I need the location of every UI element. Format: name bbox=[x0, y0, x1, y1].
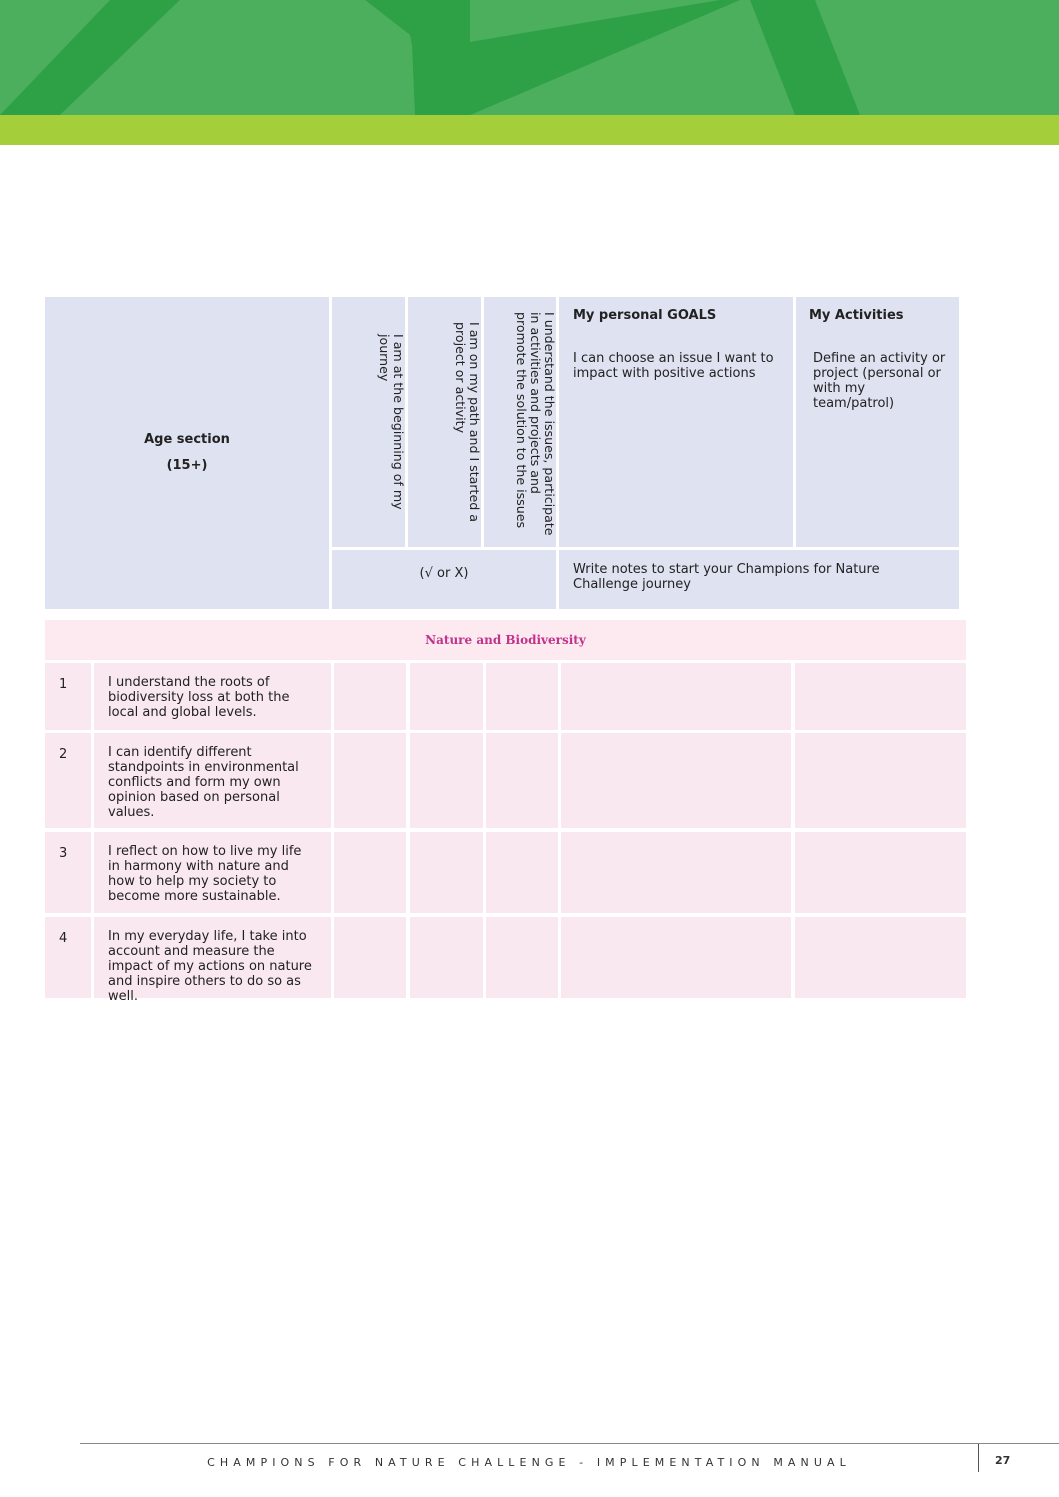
row-3-stage-1-cell[interactable] bbox=[334, 832, 406, 913]
check-hint: (√ or X) bbox=[419, 566, 469, 581]
goals-text: I can choose an issue I want to impact with positive actions bbox=[573, 351, 774, 381]
row-4-stage-2-cell[interactable] bbox=[410, 917, 483, 998]
age-section-cell bbox=[45, 297, 329, 609]
row-description: In my everyday life, I take into account and measure the impact of my actions on nature and inspire others to do so as well. bbox=[108, 929, 312, 1004]
row-3-goals-cell[interactable] bbox=[561, 832, 791, 913]
stage-understand-label: I understand the issues, participate in activities and projects and promote the solution to the issues bbox=[514, 311, 557, 536]
row-2-stage-3-cell[interactable] bbox=[486, 733, 558, 828]
row-description: I can identify different standpoints in environmental conflicts and form my own opinion based on personal values. bbox=[108, 745, 299, 820]
row-2-stage-2-cell[interactable] bbox=[410, 733, 483, 828]
row-4-stage-1-cell[interactable] bbox=[334, 917, 406, 998]
stage-on-path-label: I am on my path and I started a project or activity bbox=[453, 321, 482, 522]
row-1-stage-2-cell[interactable] bbox=[410, 663, 483, 730]
footer-divider bbox=[80, 1443, 1059, 1444]
row-1-goals-cell[interactable] bbox=[561, 663, 791, 730]
row-2-number-cell bbox=[45, 733, 91, 828]
row-3-activities-cell[interactable] bbox=[795, 832, 966, 913]
row-2-text-cell bbox=[94, 733, 331, 828]
goals-header-cell bbox=[559, 297, 793, 547]
row-1-text-cell bbox=[94, 663, 331, 730]
row-description: I reflect on how to live my life in harmony with nature and how to help my society to become more sustainable. bbox=[108, 844, 302, 904]
activities-text: Define an activity or project (personal or with my team/patrol) bbox=[813, 351, 946, 411]
goals-title: My personal GOALS bbox=[573, 308, 717, 323]
row-number: 4 bbox=[59, 931, 68, 946]
row-1-number-cell bbox=[45, 663, 91, 730]
stage-on-path-cell bbox=[408, 297, 481, 547]
section-band bbox=[45, 620, 966, 660]
row-number: 3 bbox=[59, 846, 68, 861]
age-range-label: (15+) bbox=[166, 458, 208, 473]
row-3-stage-2-cell[interactable] bbox=[410, 832, 483, 913]
row-1-stage-3-cell[interactable] bbox=[486, 663, 558, 730]
notes-hint-cell bbox=[559, 550, 959, 609]
stage-understand-cell bbox=[484, 297, 556, 547]
notes-hint: Write notes to start your Champions for Nature Challenge journey bbox=[573, 562, 880, 592]
row-2-goals-cell[interactable] bbox=[561, 733, 791, 828]
row-1-stage-1-cell[interactable] bbox=[334, 663, 406, 730]
footer-vertical-divider bbox=[978, 1444, 979, 1472]
footer-manual-title: CHAMPIONS FOR NATURE CHALLENGE - IMPLEMENTATION MANUAL bbox=[207, 1456, 851, 1469]
row-2-activities-cell[interactable] bbox=[795, 733, 966, 828]
stage-beginning-cell bbox=[332, 297, 405, 547]
check-hint-cell bbox=[332, 550, 556, 609]
row-2-stage-1-cell[interactable] bbox=[334, 733, 406, 828]
row-4-goals-cell[interactable] bbox=[561, 917, 791, 998]
row-1-activities-cell[interactable] bbox=[795, 663, 966, 730]
page-number: 27 bbox=[995, 1454, 1011, 1467]
row-number: 2 bbox=[59, 747, 68, 762]
activities-title: My Activities bbox=[809, 308, 904, 323]
stage-beginning-label: I am at the beginning of my journey bbox=[377, 334, 406, 510]
row-4-activities-cell[interactable] bbox=[795, 917, 966, 998]
row-4-number-cell bbox=[45, 917, 91, 998]
row-4-stage-3-cell[interactable] bbox=[486, 917, 558, 998]
age-section-label: Age section bbox=[144, 432, 230, 447]
row-3-text-cell bbox=[94, 832, 331, 913]
row-4-text-cell bbox=[94, 917, 331, 1004]
activities-header-cell bbox=[796, 297, 959, 547]
row-3-number-cell bbox=[45, 832, 91, 913]
section-title: Nature and Biodiversity bbox=[425, 633, 586, 647]
row-description: I understand the roots of biodiversity loss at both the local and global levels. bbox=[108, 675, 290, 720]
header-banner bbox=[0, 0, 1059, 145]
row-3-stage-3-cell[interactable] bbox=[486, 832, 558, 913]
row-number: 1 bbox=[59, 677, 68, 692]
